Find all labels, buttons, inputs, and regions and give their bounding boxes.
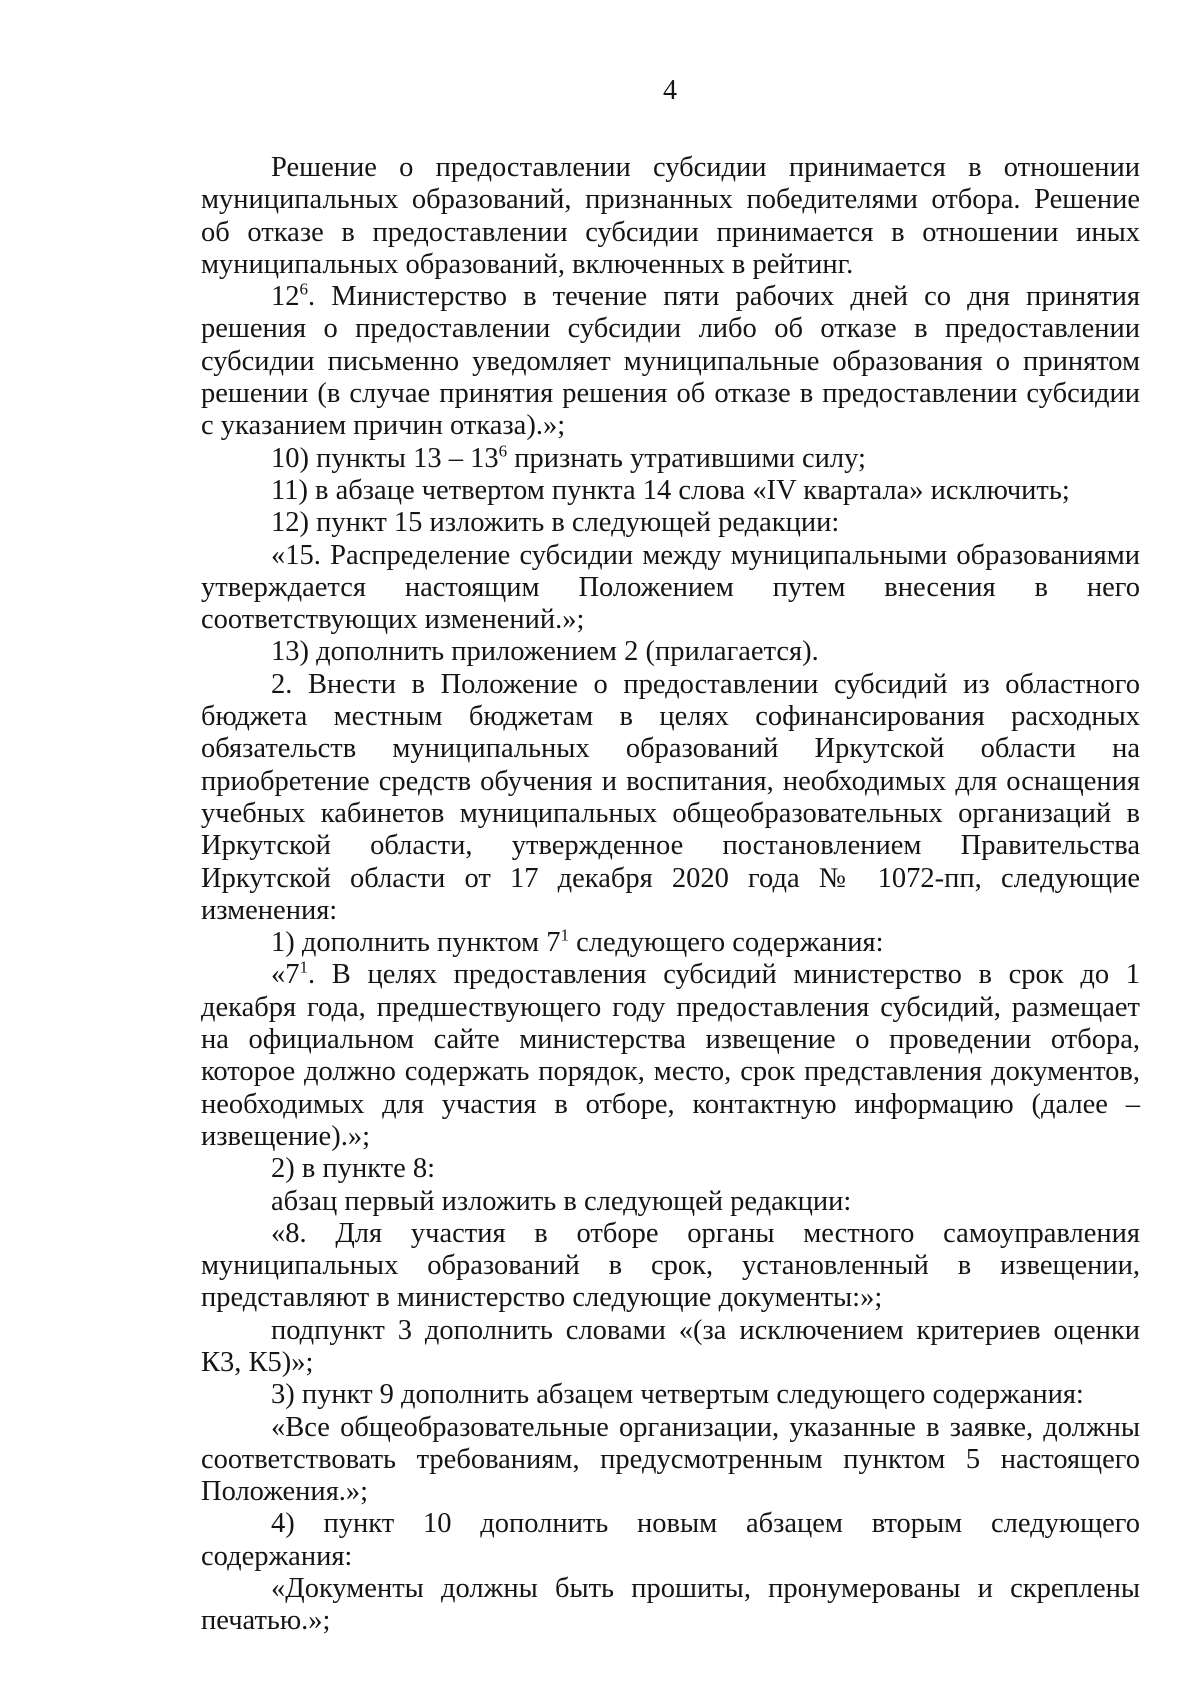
paragraph-amend-10: 10) пункты $13 - 13^6$ признать утратившими силу;: [271, 441, 866, 474]
paragraph-amend-11: 11) в абзаце четвертом пункта 14 слова «IV квартала» исключить;: [271, 474, 1070, 506]
paragraph-item-8: «8. Для участия в отборе органы местного самоуправления муниципальных образований в срок, установленный в извещении, представляют в министерство следующие документы:»;: [201, 1217, 1140, 1314]
paragraph-amend-3: 3) пункт 9 дополнить абзацем четвертым следующего содержания:: [271, 1379, 1084, 1411]
paragraph-amend-4: 4) пункт 10 дополнить новым абзацем вторым следующего содержания:: [201, 1508, 1140, 1572]
paragraph-documents-stitched: «Документы должны быть прошиты, пронумерованы и скреплены печатью.»;: [201, 1573, 1140, 1637]
paragraph-item-15: «15. Распределение субсидии между муниципальными образованиями утверждается настоящим Положением путем внесения в него соответствующих изменений.»;: [201, 539, 1140, 636]
document-body: [201, 152, 1140, 1638]
page-number: 4: [663, 75, 677, 106]
paragraph-requirements: «Все общеобразовательные организации, указанные в заявке, должны соответствовать требованиям, предусмотренным пунктом 5 настоящего Положения.»;: [201, 1411, 1140, 1508]
paragraph-item-12-6: $12^6$. Министерство в течение пяти рабочих дней со дня принятия решения о предоставлении субсидии либо об отказе в предоставлении субсидии письменно уведомляет муниципальные образования о принятом решении (в случае принятия решения об отказе в предоставлении субсидии с указанием причин отказа).»;: [201, 279, 1140, 442]
paragraph-amend-13: 13) дополнить приложением 2 (прилагается).: [271, 636, 819, 668]
paragraph-amend-12: 12) пункт 15 изложить в следующей редакции:: [271, 507, 840, 539]
paragraph-amend-2: 2) в пункте 8:: [271, 1153, 436, 1185]
paragraph-section-2: 2. Внести в Положение о предоставлении субсидий из областного бюджета местным бюджетам в целях софинансирования расходных обязательств муниципальных образований Иркутской области на приобретение средств обучения и воспитания, необходимых для оснащения учебных кабинетов муниципальных общеобразовательных организаций в Иркутской области, утвержденное постановлением Правительства Иркутской области от 17 декабря 2020 года № 1072-пп, следующие изменения:: [201, 668, 1140, 926]
paragraph-decision-text: Решение о предоставлении субсидии принимается в отношении муниципальных образований, признанных победителями отбора. Решение об отказе в предоставлении субсидии принимается в отношении иных муниципальных образований, включенных в рейтинг.: [201, 152, 1140, 280]
paragraph-first-abzac: абзац первый изложить в следующей редакции:: [271, 1185, 852, 1217]
paragraph-amend-1: 1) дополнить пунктом $7^1$ следующего содержания:: [271, 925, 884, 959]
paragraph-subitem-3: подпункт 3 дополнить словами «(за исключением критериев оценки К3, К5)»;: [201, 1314, 1140, 1378]
paragraph-item-7-1: «$7^1$. В целях предоставления субсидий министерство в срок до 1 декабря года, предшествующего году предоставления субсидий, размещает на официальном сайте министерства извещение о проведении отбора, которое должно содержать порядок, место, срок представления документов, необходимых для участия в отборе, контактную информацию (далее – извещение).»;: [201, 957, 1140, 1152]
